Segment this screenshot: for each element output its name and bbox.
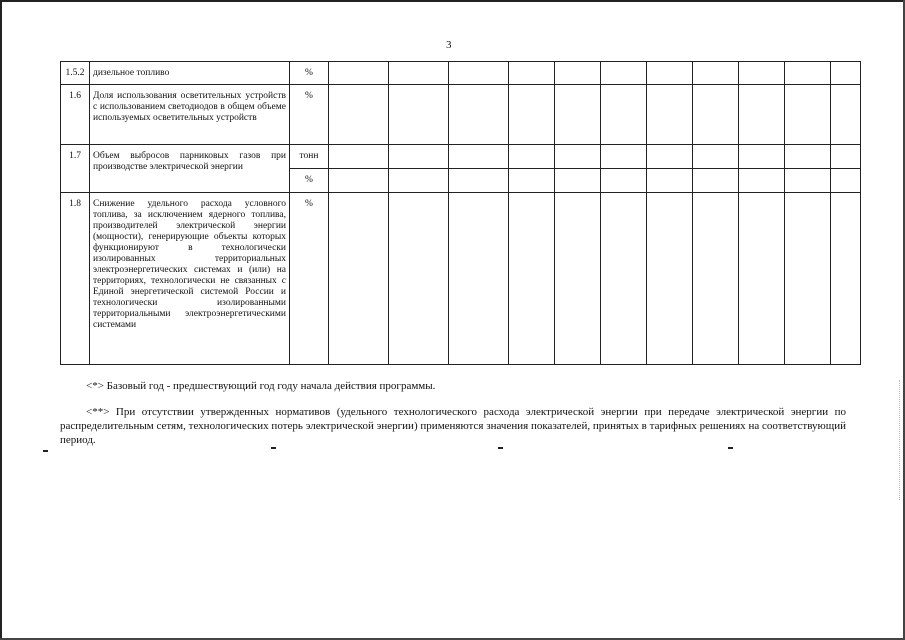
empty-cell [785,62,831,85]
scan-mark [728,447,733,449]
empty-cell [831,85,861,145]
row-number: 1.7 [61,145,90,193]
row-unit: % [290,62,329,85]
row-indicator-name: дизельное топливо [90,62,290,85]
empty-cell [739,85,785,145]
empty-cell [693,85,739,145]
empty-cell [449,193,509,365]
row-indicator-name: Доля использования осветительных устройств с использованием светодиодов в общем объеме используемых осветительных устройств [90,85,290,145]
empty-cell [555,85,601,145]
empty-cell [693,169,739,193]
empty-cell [329,193,389,365]
empty-cell [785,169,831,193]
empty-cell [329,62,389,85]
row-unit: тонн [290,145,329,169]
empty-cell [389,169,449,193]
empty-cell [509,85,555,145]
empty-cell [831,193,861,365]
empty-cell [647,169,693,193]
empty-cell [693,145,739,169]
empty-cell [509,145,555,169]
footnote-normatives: <**> При отсутствии утвержденных нормативов (удельного технологического расхода электрической энергии при передаче электрической энергии по распределительным сетям, технологических потерь электрической энергии) применяются значения показателей, принятых в тарифных решениях на соответствующий период. [60,406,846,446]
empty-cell [389,145,449,169]
empty-cell [739,145,785,169]
page-number: 3 [446,39,452,51]
empty-cell [389,193,449,365]
empty-cell [785,145,831,169]
empty-cell [647,193,693,365]
indicators-table [60,61,861,365]
empty-cell [785,85,831,145]
table-row [61,85,861,145]
empty-cell [831,169,861,193]
empty-cell [555,169,601,193]
table-row [61,145,861,169]
footnote-base-year: <*> Базовый год - предшествующий год году начала действия программы. [86,380,436,392]
row-unit: % [290,193,329,365]
empty-cell [693,193,739,365]
empty-cell [739,193,785,365]
table-row [61,62,861,85]
row-indicator-name: Снижение удельного расхода условного топлива, за исключением ядерного топлива, производителей электрической энергии (мощности), генерирующие объекты которых функционируют в технологически изолированных территориальных электроэнергетических системах и (или) на территориях, технологически не связанных с Единой энергетической системой России и технологически изолированными территориальными электроэнергетическими системами [90,193,290,365]
empty-cell [509,193,555,365]
row-number: 1.6 [61,85,90,145]
row-number: 1.8 [61,193,90,365]
empty-cell [601,85,647,145]
empty-cell [647,145,693,169]
empty-cell [647,85,693,145]
scan-mark [43,450,48,452]
empty-cell [555,62,601,85]
empty-cell [449,169,509,193]
empty-cell [509,62,555,85]
empty-cell [329,169,389,193]
empty-cell [831,62,861,85]
empty-cell [601,169,647,193]
empty-cell [329,145,389,169]
scan-mark [271,447,276,449]
empty-cell [739,62,785,85]
row-unit-secondary: % [290,169,329,193]
empty-cell [601,193,647,365]
empty-cell [555,145,601,169]
page-border-top [0,0,905,2]
empty-cell [693,62,739,85]
empty-cell [389,62,449,85]
empty-cell [329,85,389,145]
empty-cell [647,62,693,85]
table-row [61,193,861,365]
page-border-left [0,0,2,640]
empty-cell [831,145,861,169]
empty-cell [449,145,509,169]
scan-edge-dots [899,380,901,500]
empty-cell [449,85,509,145]
row-indicator-name: Объем выбросов парниковых газов при производстве электрической энергии [90,145,290,193]
empty-cell [555,193,601,365]
empty-cell [509,169,555,193]
empty-cell [739,169,785,193]
empty-cell [449,62,509,85]
empty-cell [601,145,647,169]
scan-mark [498,447,503,449]
row-unit: % [290,85,329,145]
row-number: 1.5.2 [61,62,90,85]
empty-cell [601,62,647,85]
empty-cell [785,193,831,365]
empty-cell [389,85,449,145]
